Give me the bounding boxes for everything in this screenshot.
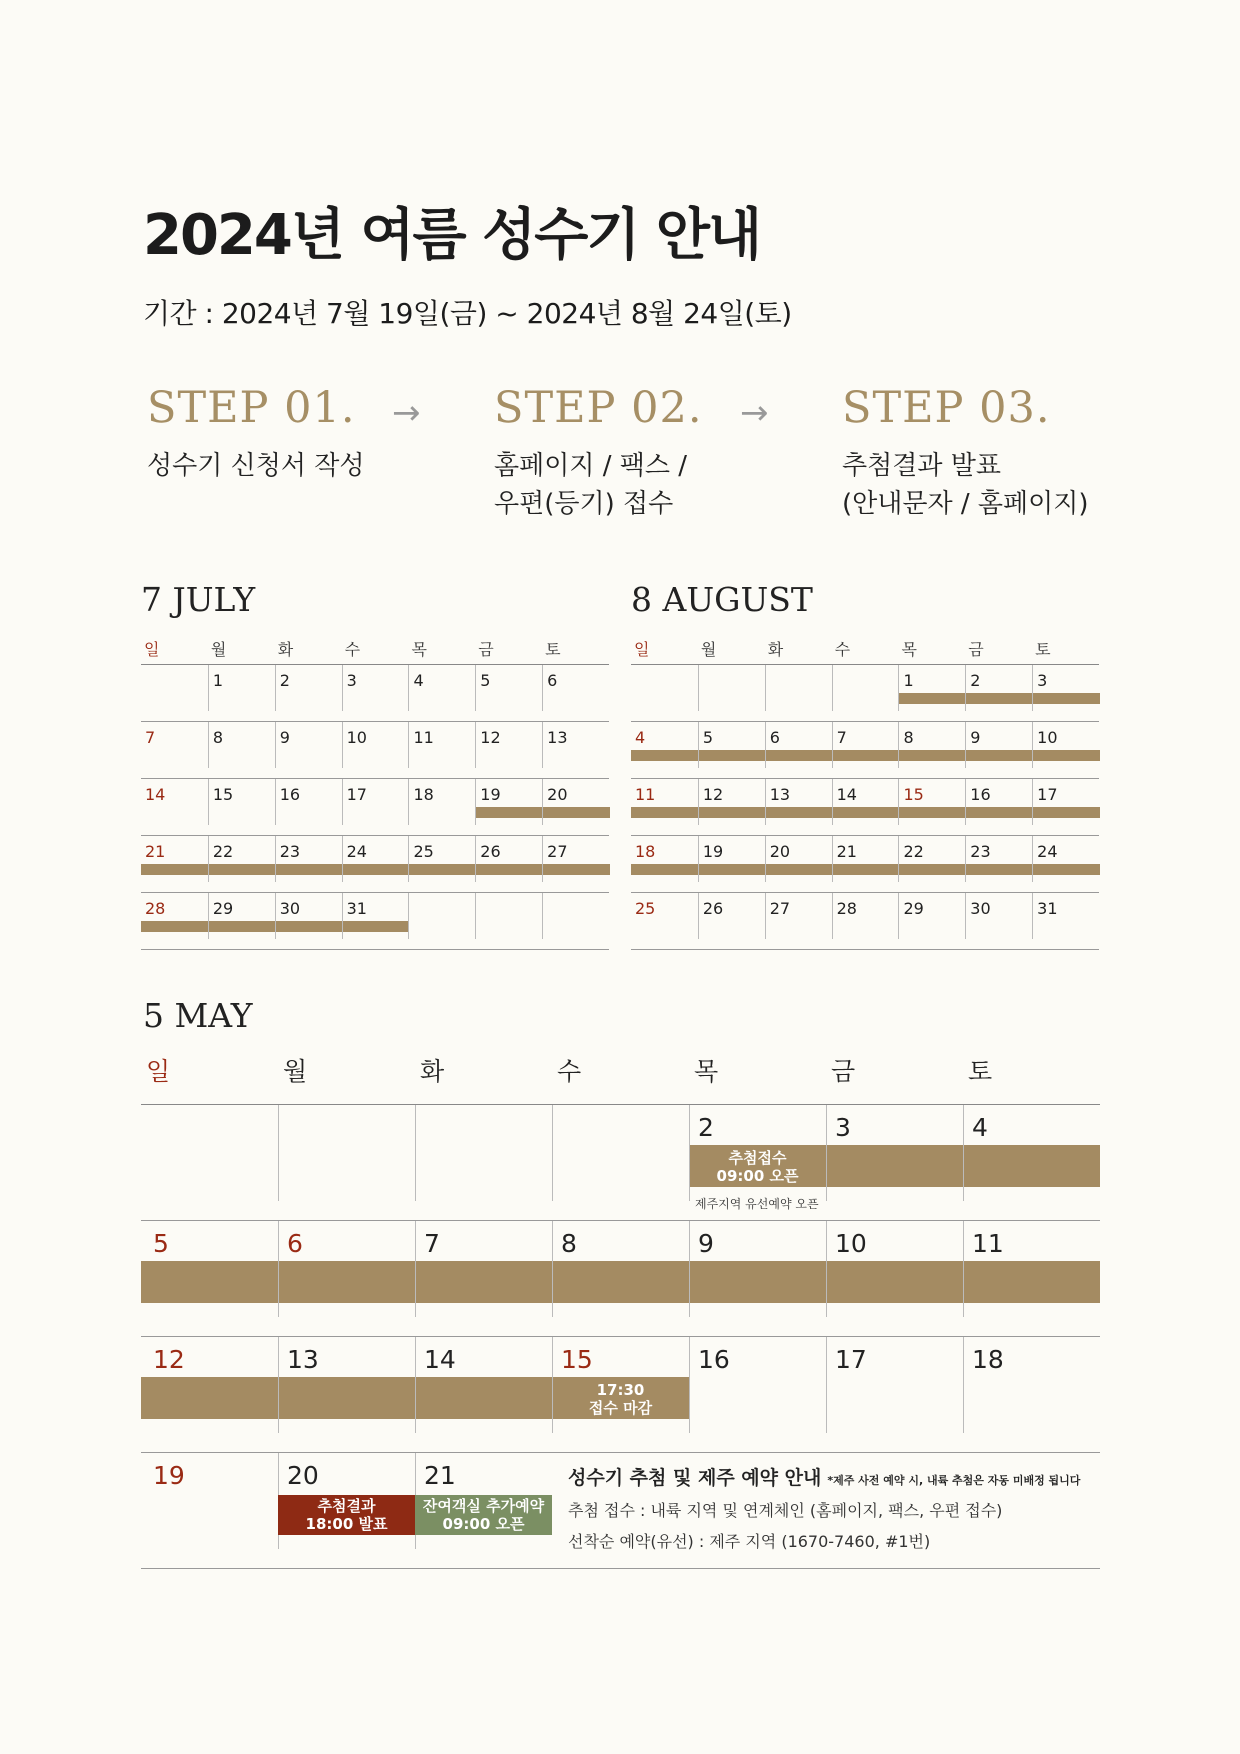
- august-weekday-header: [631, 624, 1099, 664]
- date-cell: 13: [542, 722, 609, 768]
- weekday-label: 목: [694, 1057, 719, 1086]
- date-cell: 20: [278, 1453, 415, 1549]
- deadline-label: [552, 1381, 689, 1417]
- july-calendar: [141, 580, 609, 950]
- calendar-week-row: [141, 836, 609, 893]
- info-line: 선착순 예약(유선) : 제주 지역 (1670-7460, #1번): [568, 1532, 931, 1551]
- weekday-label: 화: [420, 1057, 445, 1086]
- extra-line: 잔여객실 추가예약: [422, 1497, 545, 1515]
- date-cell: [141, 665, 208, 711]
- date-cell: 10: [342, 722, 409, 768]
- date-cell: 15: [898, 779, 965, 825]
- date-cell: [832, 665, 899, 711]
- date-cell: 24: [1032, 836, 1099, 882]
- date-cell: 15: [552, 1337, 689, 1433]
- august-calendar: [631, 580, 1099, 950]
- weekday-label: 금: [478, 640, 494, 659]
- date-cell: 9: [689, 1221, 826, 1317]
- result-line: 18:00 발표: [305, 1515, 388, 1533]
- date-cell: 11: [408, 722, 475, 768]
- step-1-label: STEP 01.: [147, 383, 356, 433]
- date-cell: 1: [208, 665, 275, 711]
- may-title: 5 MAY: [143, 996, 253, 1035]
- date-cell: 10: [826, 1221, 963, 1317]
- date-cell: 7: [415, 1221, 552, 1317]
- calendar-week-row: [141, 1105, 1100, 1221]
- date-cell: 17: [342, 779, 409, 825]
- step-3-desc: [842, 447, 1089, 523]
- date-cell: 4: [963, 1105, 1100, 1201]
- info-line: 추첨 접수 : 내륙 지역 및 연계체인 (홈페이지, 팩스, 우편 접수): [568, 1501, 1003, 1520]
- calendar-week-row: [631, 836, 1099, 893]
- date-cell: 6: [542, 665, 609, 711]
- date-cell: [141, 1105, 278, 1201]
- date-cell: 21: [145, 842, 166, 861]
- calendar-week-row: [141, 722, 609, 779]
- step-2-desc-line: 홈페이지 / 팩스 /: [494, 451, 688, 481]
- date-cell: 27: [765, 893, 832, 939]
- date-cell: 15: [208, 779, 275, 825]
- date-cell: 8: [898, 722, 965, 768]
- date-cell: 8: [208, 722, 275, 768]
- july-grid: [141, 664, 609, 950]
- date-cell: [765, 665, 832, 711]
- date-cell: 24: [342, 836, 409, 882]
- weekday-label: 월: [700, 640, 717, 659]
- date-cell: 26: [698, 893, 765, 939]
- calendar-week-row: [141, 1337, 1100, 1453]
- date-cell: 17: [826, 1337, 963, 1433]
- date-cell: 18: [408, 779, 475, 825]
- date-cell: [475, 893, 542, 939]
- calendar-week-row: [631, 665, 1099, 722]
- date-cell: [278, 1105, 415, 1201]
- step-2: [494, 383, 703, 523]
- calendar-week-row: [141, 1221, 1100, 1337]
- date-cell: [698, 665, 765, 711]
- date-cell: [408, 893, 475, 939]
- date-cell: 19: [153, 1461, 185, 1490]
- date-cell: 29: [898, 893, 965, 939]
- weekday-label: 토: [1035, 640, 1051, 659]
- calendar-week-row: [631, 893, 1099, 950]
- date-cell: 25: [635, 899, 656, 918]
- weekday-label: 토: [545, 640, 561, 659]
- weekday-label: 일: [634, 640, 650, 659]
- date-cell: 2: [275, 665, 342, 711]
- date-cell: 3: [826, 1105, 963, 1201]
- date-cell: 3: [1032, 665, 1099, 711]
- date-cell: 9: [965, 722, 1032, 768]
- period-text: 기간 : 2024년 7월 19일(금) ~ 2024년 8월 24일(토): [143, 297, 792, 330]
- date-cell: 20: [765, 836, 832, 882]
- step-2-desc-line: 우편(등기) 접수: [494, 489, 674, 519]
- weekday-label: 월: [283, 1057, 308, 1086]
- result-announcement-badge: [278, 1495, 415, 1535]
- weekday-label: 금: [831, 1057, 856, 1086]
- weekday-label: 일: [146, 1057, 171, 1086]
- date-cell: 14: [145, 785, 166, 804]
- august-grid: [631, 664, 1099, 950]
- extra-line: 09:00 오픈: [442, 1515, 525, 1533]
- date-cell: 21: [832, 836, 899, 882]
- date-cell: 11: [635, 785, 656, 804]
- date-cell: 6: [278, 1221, 415, 1317]
- date-cell: 12: [153, 1345, 185, 1374]
- date-cell: 22: [208, 836, 275, 882]
- date-cell: 12: [698, 779, 765, 825]
- deadline-line: 접수 마감: [588, 1399, 653, 1417]
- july-weekday-header: [141, 624, 609, 664]
- date-cell: 3: [342, 665, 409, 711]
- weekday-label: 목: [411, 640, 427, 659]
- calendar-week-row: [631, 722, 1099, 779]
- weekday-label: 수: [834, 640, 851, 659]
- deadline-line: 17:30: [596, 1381, 645, 1399]
- date-cell: 14: [415, 1337, 552, 1433]
- date-cell: 5: [698, 722, 765, 768]
- date-cell: 5: [475, 665, 542, 711]
- date-cell: 7: [832, 722, 899, 768]
- date-cell: 10: [1032, 722, 1099, 768]
- date-cell: 9: [275, 722, 342, 768]
- weekday-label: 화: [767, 640, 784, 659]
- date-cell: 14: [832, 779, 899, 825]
- step-2-desc: [494, 447, 703, 523]
- info-title-text: 성수기 추첨 및 제주 예약 안내: [568, 1467, 822, 1489]
- arrow-icon: →: [392, 393, 421, 433]
- date-cell: 2: [689, 1105, 826, 1201]
- draw-open-line: 추첨접수: [728, 1149, 787, 1167]
- jeju-note: 제주지역 유선예약 오픈: [695, 1197, 819, 1211]
- date-cell: 4: [635, 728, 646, 747]
- date-cell: 16: [689, 1337, 826, 1433]
- date-cell: 17: [1032, 779, 1099, 825]
- date-cell: 31: [1032, 893, 1099, 939]
- date-cell: 13: [278, 1337, 415, 1433]
- weekday-label: 일: [144, 640, 160, 659]
- date-cell: 18: [635, 842, 656, 861]
- weekday-label: 월: [210, 640, 227, 659]
- date-cell: [542, 893, 609, 939]
- step-3: [842, 383, 1089, 523]
- date-cell: 19: [698, 836, 765, 882]
- calendar-week-row: [141, 779, 609, 836]
- date-cell: 1: [898, 665, 965, 711]
- date-cell: [631, 665, 698, 711]
- weekday-label: 금: [968, 640, 984, 659]
- date-cell: [415, 1105, 552, 1201]
- weekday-label: 수: [557, 1057, 582, 1086]
- step-3-label: STEP 03.: [842, 383, 1051, 433]
- info-title: [568, 1463, 1108, 1490]
- date-cell: 19: [475, 779, 542, 825]
- weekday-label: 목: [901, 640, 917, 659]
- draw-open-line: 09:00 오픈: [716, 1167, 799, 1185]
- date-cell: 31: [342, 893, 409, 939]
- weekday-label: 수: [344, 640, 361, 659]
- date-cell: 27: [542, 836, 609, 882]
- date-cell: 18: [963, 1337, 1100, 1433]
- calendar-week-row: [141, 665, 609, 722]
- date-cell: 20: [542, 779, 609, 825]
- date-cell: 21: [415, 1453, 552, 1549]
- may-weekday-header: [143, 1052, 1102, 1088]
- date-cell: 30: [275, 893, 342, 939]
- date-cell: 28: [145, 899, 166, 918]
- date-cell: 8: [552, 1221, 689, 1317]
- info-note: *제주 사전 예약 시, 내륙 추첨은 자동 미배정 됩니다: [827, 1474, 1081, 1487]
- reservation-info: [568, 1463, 1108, 1552]
- date-cell: 7: [145, 728, 156, 747]
- date-cell: 25: [408, 836, 475, 882]
- date-cell: 13: [765, 779, 832, 825]
- weekday-label: 토: [968, 1057, 993, 1086]
- weekday-label: 화: [277, 640, 294, 659]
- date-cell: 23: [965, 836, 1032, 882]
- step-3-desc-line: (안내문자 / 홈페이지): [842, 489, 1089, 519]
- draw-open-label: [689, 1149, 826, 1185]
- date-cell: 26: [475, 836, 542, 882]
- date-cell: 4: [408, 665, 475, 711]
- date-cell: 23: [275, 836, 342, 882]
- date-cell: 29: [208, 893, 275, 939]
- date-cell: 28: [832, 893, 899, 939]
- date-cell: 12: [475, 722, 542, 768]
- step-2-label: STEP 02.: [494, 383, 703, 433]
- date-cell: 11: [963, 1221, 1100, 1317]
- arrow-icon: →: [740, 393, 769, 433]
- extra-booking-badge: [415, 1495, 552, 1535]
- august-title: 8 AUGUST: [631, 580, 813, 619]
- step-3-desc-line: 추첨결과 발표: [842, 451, 1001, 481]
- result-line: 추첨결과: [317, 1497, 376, 1515]
- page-title: 2024년 여름 성수기 안내: [143, 203, 761, 268]
- step-1-desc: [147, 447, 364, 485]
- date-cell: 16: [965, 779, 1032, 825]
- step-1: [147, 383, 364, 485]
- date-cell: 6: [765, 722, 832, 768]
- date-cell: 22: [898, 836, 965, 882]
- date-cell: 2: [965, 665, 1032, 711]
- step-1-desc-line: 성수기 신청서 작성: [147, 451, 365, 481]
- date-cell: [552, 1105, 689, 1201]
- date-cell: 30: [965, 893, 1032, 939]
- calendar-week-row: [631, 779, 1099, 836]
- july-title: 7 JULY: [141, 580, 256, 619]
- date-cell: 16: [275, 779, 342, 825]
- calendar-week-row: [141, 893, 609, 950]
- date-cell: 5: [153, 1229, 169, 1258]
